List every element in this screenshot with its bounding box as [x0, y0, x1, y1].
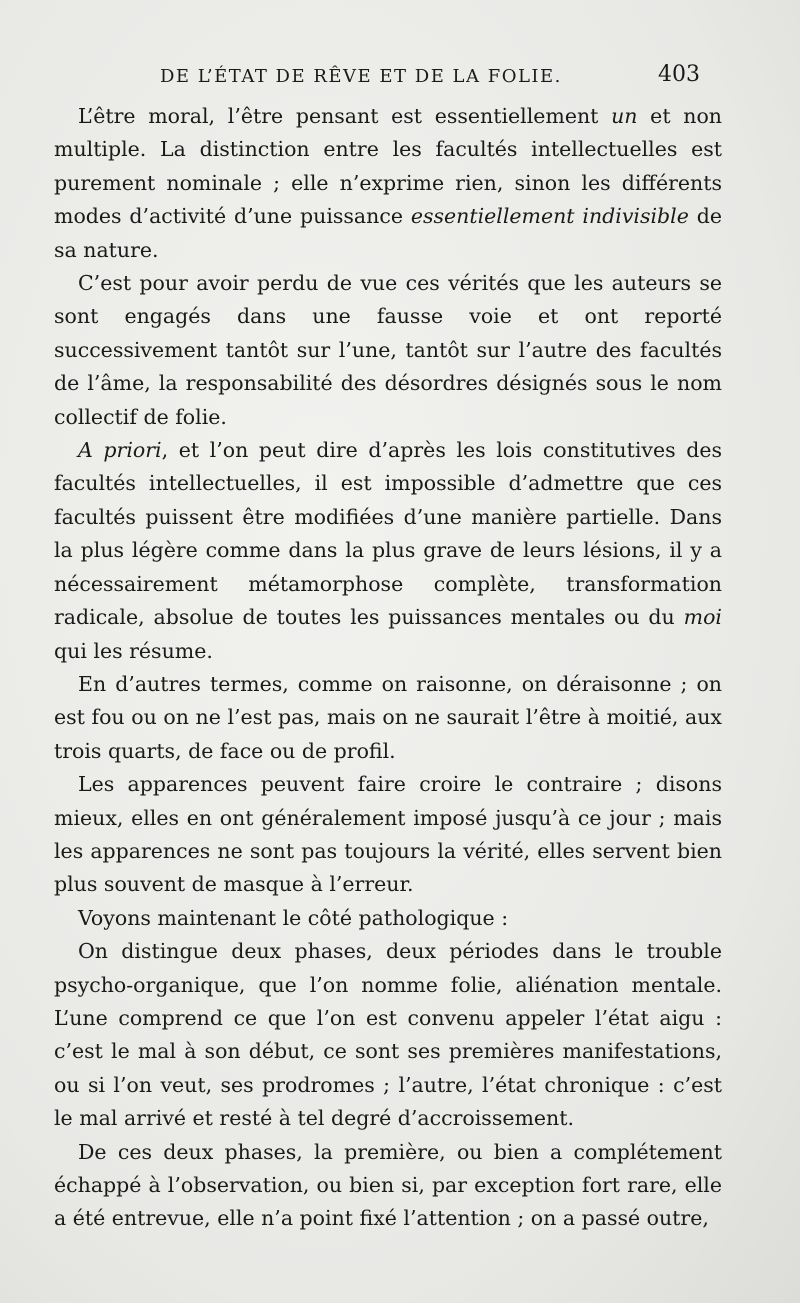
- text-run: C’est pour avoir perdu de vue ces vérités que les auteurs se sont engagés dans une fausse voie et ont reporté successivement tantôt sur l’une, tantôt sur l’autre des facultés de l’âme, la responsabilité des désordres désignés sous le nom collectif de folie.: [54, 271, 722, 429]
- text-run: L’être moral, l’être pensant est essentiellement: [78, 104, 612, 128]
- paragraph: [54, 935, 722, 1135]
- text-run: De ces deux phases, la première, ou bien a complétement échappé à l’observation, ou bien si, par exception fort rare, elle a été entrevue, elle n’a point fixé l’attention ; on a passé outre,: [54, 1139, 722, 1231]
- paragraph: [54, 902, 722, 935]
- paragraph: [54, 434, 722, 668]
- paragraph: [54, 267, 722, 434]
- paragraph: [54, 668, 722, 768]
- page-number: 403: [658, 62, 700, 87]
- text-run: Les apparences peuvent faire croire le contraire ; disons mieux, elles en ont généralement imposé jusqu’à ce jour ; mais les apparences ne sont pas toujours la vérité, elles servent bien plus souvent de masque à l’erreur.: [54, 772, 722, 897]
- text-run: On distingue deux phases, deux périodes dans le trouble psycho-organique, que l’on nomme folie, aliénation mentale. L’une comprend ce que l’on est convenu appeler l’état aigu : c’est le mal à son début, ce sont ses premières manifestations, ou si l’on veut, ses prodromes ; l’autre, l’état chronique : c’est le mal arrivé et resté à tel degré d’accroissement.: [54, 939, 722, 1131]
- body-text: [54, 100, 722, 1236]
- text-run: Voyons maintenant le côté pathologique :: [78, 905, 509, 930]
- italic-text: un: [611, 104, 638, 128]
- paragraph: [54, 768, 722, 902]
- italic-text: moi: [683, 605, 722, 630]
- text-run: qui les résume.: [54, 638, 213, 663]
- running-title: DE L’ÉTAT DE RÊVE ET DE LA FOLIE.: [160, 66, 562, 87]
- paragraph: [54, 100, 722, 267]
- text-run: et non multiple. La distinction entre les facultés intellectuelles est purement nominale ; elle n’exprime rien, sinon les différents modes d’activité d’une puissance: [54, 104, 722, 229]
- italic-text: A priori: [78, 438, 162, 463]
- italic-text: essentiellement indivisible: [410, 204, 689, 229]
- text-run: En d’autres termes, comme on raisonne, on déraisonne ; on est fou ou on ne l’est pas, mais on ne saurait l’être à moitié, aux trois quarts, de face ou de profil.: [54, 671, 722, 763]
- page-header: [60, 60, 720, 94]
- text-run: de sa nature.: [54, 204, 723, 262]
- text-run: , et l’on peut dire d’après les lois constitutives des facultés intellectuelles, il est impossible d’admettre que ces facultés puissent être modifiées d’une manière partielle. Dans la plus légère comme dans la plus grave de leurs lésions, il y a nécessairement métamorphose complète, transformation radicale, absolue de toutes les puissances mentales ou du: [54, 438, 722, 630]
- paragraph: [54, 1136, 722, 1236]
